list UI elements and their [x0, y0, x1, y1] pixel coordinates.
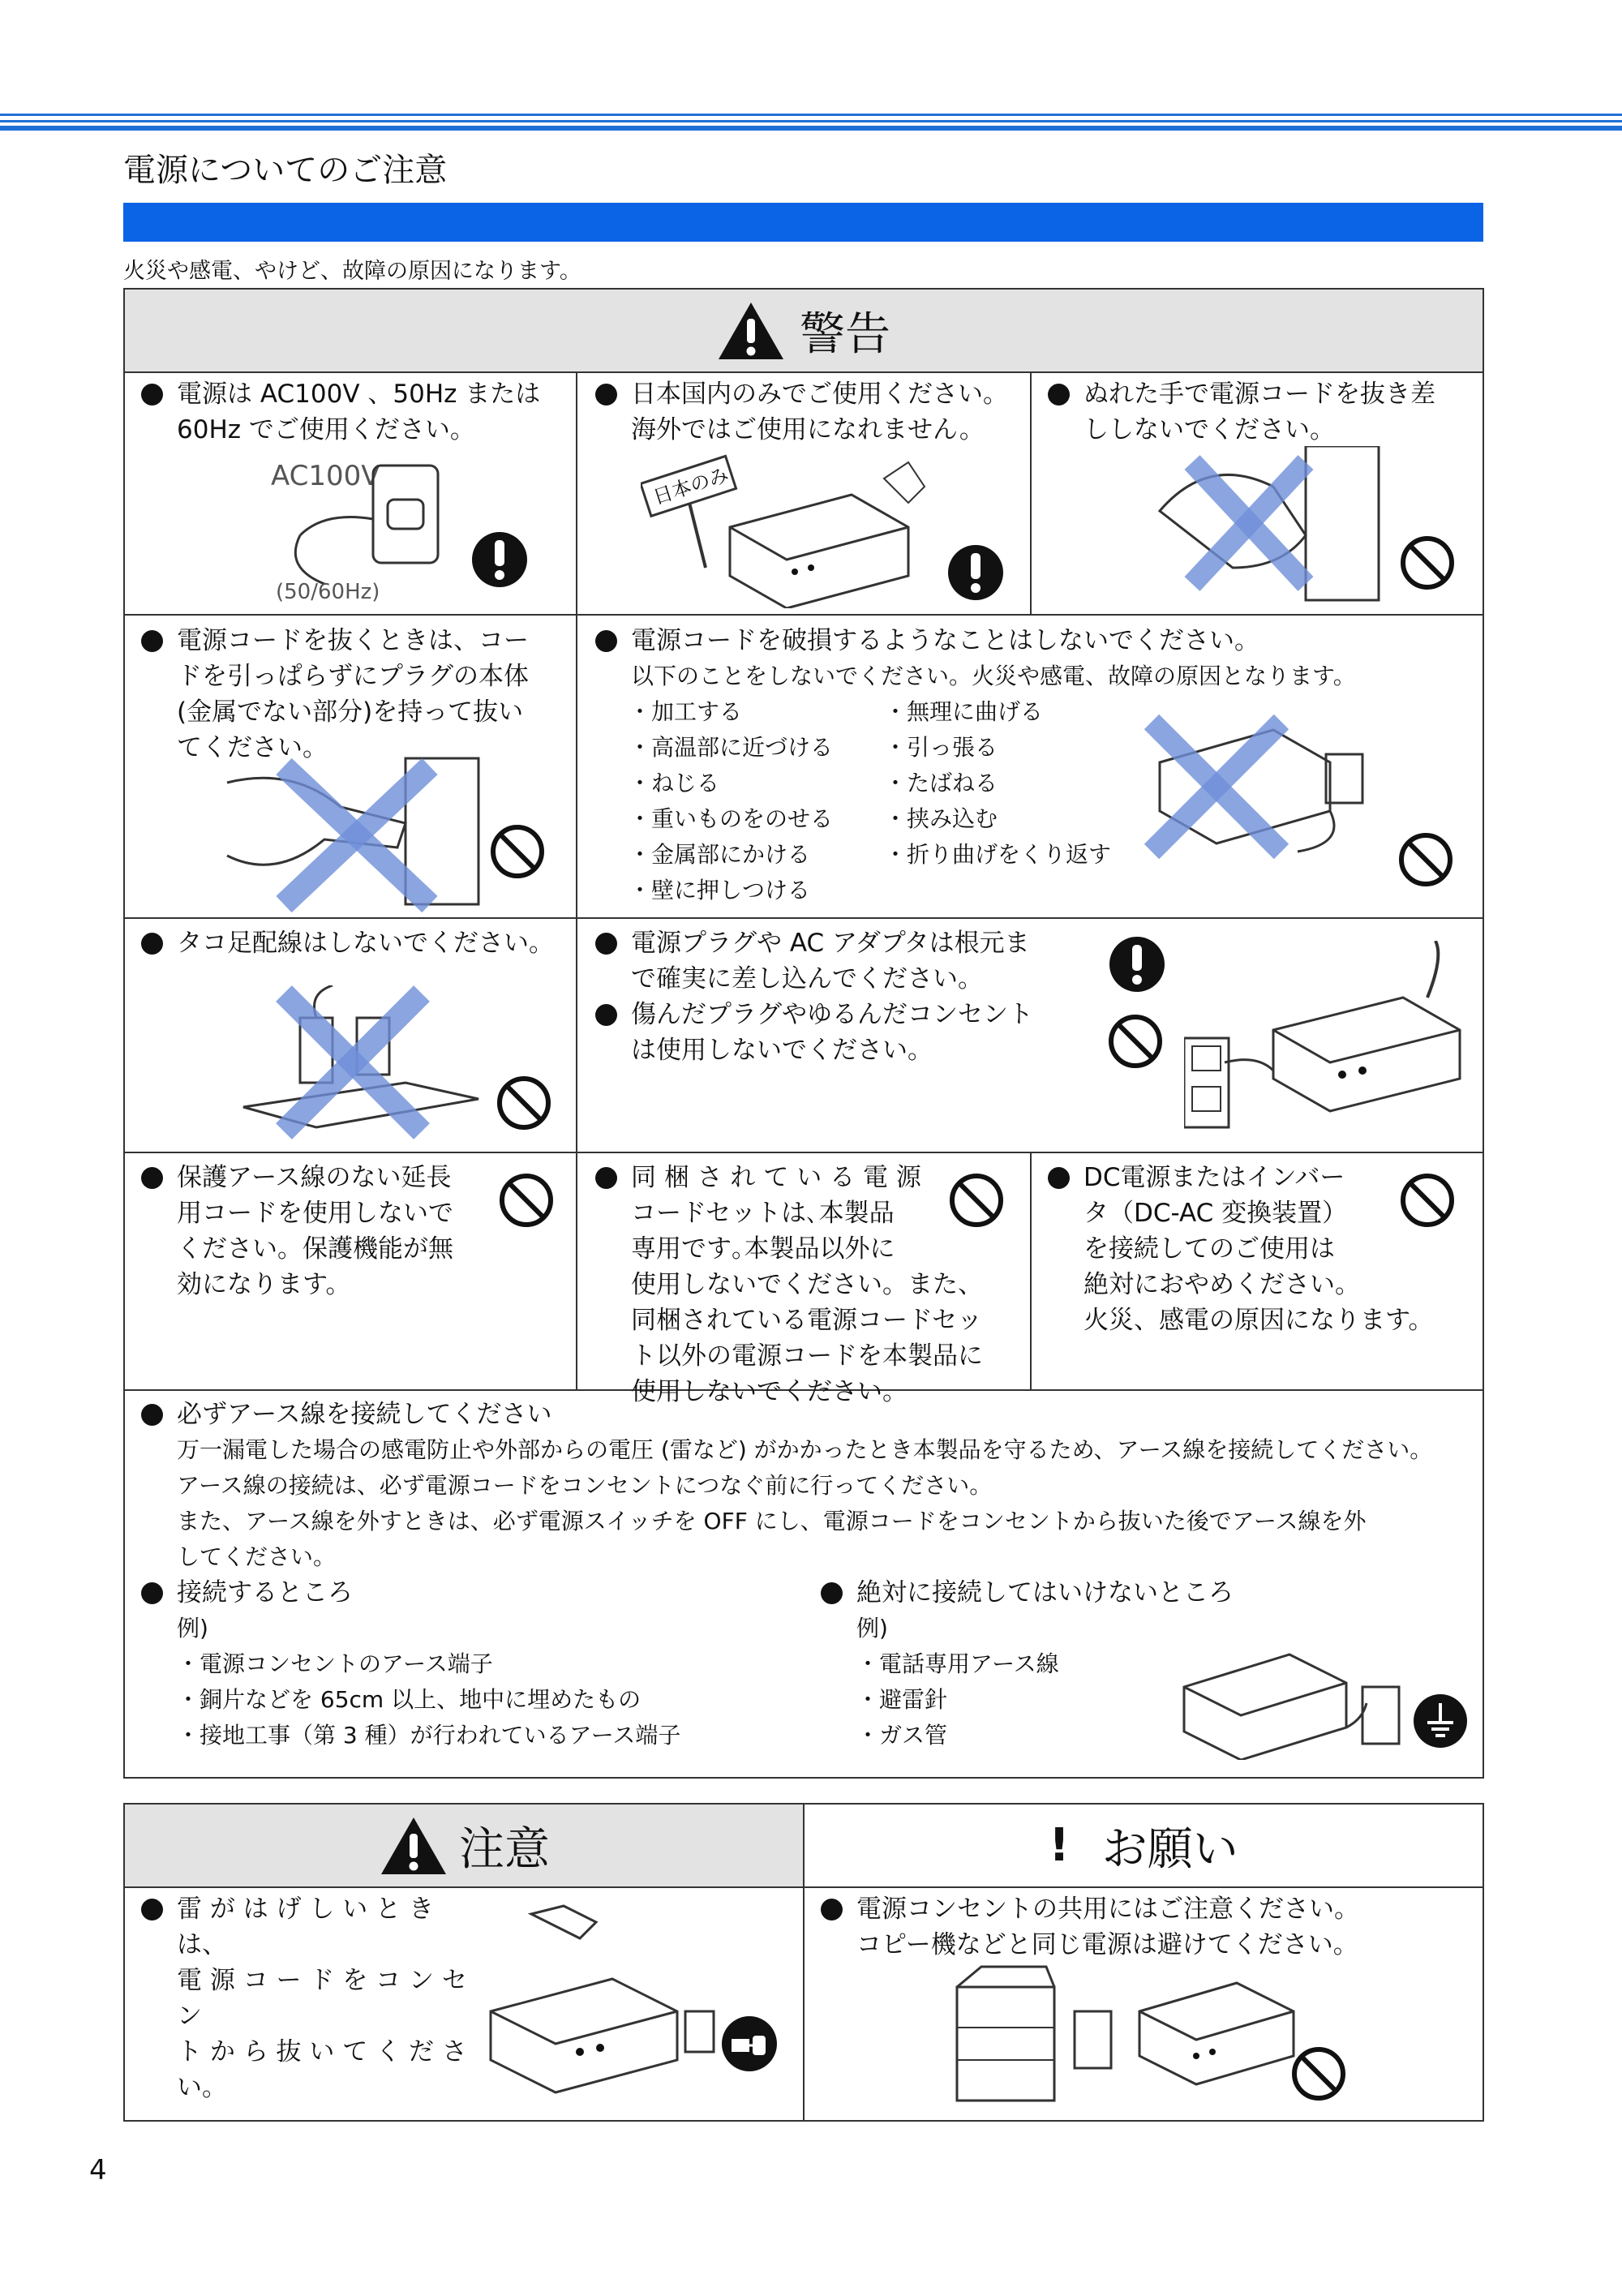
- japan-only-illustration: [641, 454, 949, 612]
- wethands-line1: ぬれた手で電源コードを抜き差: [1046, 376, 1476, 412]
- noground-line2: 用コードを使用しないで: [177, 1199, 453, 1228]
- cord-damage-list-right: [884, 694, 1152, 873]
- list-item: ・無理に曲げる: [884, 698, 1044, 725]
- ground-ng-ex: 例): [856, 1615, 888, 1642]
- bundled-line3: 専用です｡本製品以外に: [631, 1234, 895, 1264]
- page-title: 電源についてのご注意: [123, 152, 448, 189]
- dc-line1: DC電源またはインバー: [1046, 1160, 1476, 1195]
- unplug-line1: 電源コードを抜くときは、コー: [139, 623, 569, 659]
- list-item: ・引っ張る: [884, 734, 998, 761]
- unplug-icon: [720, 2015, 779, 2073]
- cell-japan-only: [594, 376, 1023, 448]
- list-item: ・ガス管: [856, 1722, 948, 1749]
- prohibited-icon-7: [949, 1173, 1004, 1228]
- noground-line4: 効になります。: [177, 1270, 351, 1299]
- warning-header-text: 警告: [800, 307, 890, 361]
- col-divider-r4b: [1030, 1152, 1032, 1389]
- list-item: ・接地工事（第 3 種）が行われているアース端子: [177, 1722, 681, 1749]
- bundled-line1: 同 梱 さ れ て い る 電 源: [594, 1160, 1015, 1195]
- row-divider-1: [123, 614, 1484, 616]
- prohibited-icon: [1400, 535, 1455, 590]
- header-rule-thick: [0, 126, 1622, 131]
- dc-line3: を接続してのご使用は: [1083, 1234, 1335, 1264]
- ground-ng-head: 絶対に接続してはいけないところ: [819, 1575, 1289, 1611]
- bundled-line7: 使用しないでください。: [631, 1377, 908, 1406]
- unplug-line4: てください。: [177, 733, 328, 762]
- cord-damage-head: 電源コードを破損するようなことはしないでください。: [594, 623, 1478, 659]
- dc-line5: 火災、感電の原因になります。: [1083, 1306, 1434, 1335]
- outlet-sharing-illustration: [953, 1963, 1302, 2112]
- list-item: ・電源コンセントのアース端子: [177, 1650, 493, 1677]
- ground-p1: 万一漏電した場合の感電防止や外部からの電圧 (雷など) がかかったとき本製品を守るため、アース線を接続してください。: [177, 1436, 1433, 1463]
- list-item: ・挟み込む: [884, 805, 998, 832]
- lightning-line1: 雷 が は げ し い と き は、: [139, 1891, 480, 1963]
- list-item: ・銅片などを 65cm 以上、地中に埋めたもの: [177, 1686, 642, 1713]
- ground-ok-head: 接続するところ: [139, 1575, 788, 1611]
- ground-p2: アース線の接続は、必ず電源コードをコンセントにつなぐ前に行ってください。: [177, 1472, 993, 1499]
- plug-b1: 傷んだプラグやゆるんだコンセント: [594, 997, 1096, 1032]
- col-divider-r1a: [576, 371, 577, 1389]
- list-item: ・たばねる: [884, 770, 998, 796]
- warning-triangle-icon: [717, 301, 785, 361]
- ac100v-label: AC100V: [271, 460, 380, 492]
- prohibited-icon-2: [490, 824, 545, 879]
- unplug-line3: (金属でない部分)を持って抜い: [177, 697, 524, 727]
- bundled-line5: 同梱されている電源コードセッ: [631, 1306, 983, 1335]
- list-item: ・ねじる: [629, 770, 720, 796]
- cell-outlet-sharing: [819, 1891, 1476, 1963]
- col-divider-r1b: [1030, 371, 1032, 614]
- prohibited-icon-3: [1398, 832, 1453, 887]
- hz-label: (50/60Hz): [276, 580, 380, 604]
- japan-only-sign: 日本のみ: [650, 463, 732, 509]
- cord-damage-illustration: [1144, 714, 1387, 871]
- lightning-line3: ト か ら 抜 い て く だ さ: [177, 2037, 467, 2066]
- wet-hands-illustration: [1144, 446, 1387, 612]
- prohibited-icon-9: [1291, 2046, 1346, 2101]
- cell-ground-wire: [139, 1397, 1478, 1575]
- bundled-line6: ト以外の電源コードを本製品に: [631, 1341, 983, 1371]
- ground-icon: [1413, 1693, 1468, 1749]
- cord-damage-list-left: [629, 694, 888, 908]
- ground-illustration: [1180, 1638, 1407, 1763]
- plug-a1: 電源プラグや AC アダプタは根元ま: [594, 925, 1096, 961]
- prohibited-icon-4: [496, 1075, 551, 1131]
- outlet-line2: コピー機などと同じ電源は避けてください。: [856, 1930, 1358, 1959]
- caution-header-text: 注意: [459, 1822, 550, 1876]
- header-rule-thin: [0, 114, 1622, 116]
- caution-triangle-icon: [380, 1816, 448, 1876]
- list-item: ・重いものをのせる: [629, 805, 834, 832]
- cord-damage-sub: 以下のことをしないでください。火災や感電、故障の原因となります。: [631, 663, 1356, 689]
- lightning-illustration: [483, 1898, 718, 2104]
- lightning-line2: 電 源 コ ー ド を コ ン セ ン: [177, 1966, 467, 2031]
- list-item: ・加工する: [629, 698, 743, 725]
- page-subtitle: 火災や感電、やけど、故障の原因になります。: [123, 259, 581, 284]
- list-item: ・金属部にかける: [629, 841, 811, 868]
- ground-ok-ex: 例): [177, 1615, 208, 1642]
- cell-no-ground-cord: [139, 1160, 496, 1302]
- ground-head: 必ずアース線を接続してください: [139, 1397, 1478, 1432]
- cell-unplug-cord: [139, 623, 569, 766]
- title-band: [123, 203, 1483, 242]
- cell-lightning: [139, 1891, 480, 2105]
- prohibited-icon-8: [1400, 1173, 1455, 1228]
- bundled-line4: 使用しないでください。また、: [631, 1270, 983, 1299]
- list-item: ・電話専用アース線: [856, 1650, 1059, 1677]
- list-item: ・避雷針: [856, 1686, 948, 1713]
- warning-header: [125, 290, 1483, 373]
- list-item: ・壁に押しつける: [629, 877, 811, 903]
- request-header-text: お願い: [1101, 1822, 1238, 1876]
- row-divider-2: [123, 917, 1484, 919]
- japan-line1: 日本国内のみでご使用ください。: [594, 376, 1023, 412]
- mandatory-icon-3: [1108, 935, 1166, 994]
- lightning-line4: い。: [177, 2073, 227, 2102]
- dc-line2: タ（DC-AC 変換装置）: [1083, 1199, 1348, 1228]
- ac100v-line1: 電源は AC100V 、50Hz または: [139, 376, 569, 412]
- plug-a2: で確実に差し込んでください。: [631, 964, 983, 994]
- cell-octopus-wiring: [139, 925, 569, 961]
- cell-plug-insert: [594, 925, 1096, 1068]
- octopus-text: タコ足配線はしないでください。: [139, 925, 569, 961]
- page-number: 4: [89, 2154, 107, 2187]
- cell-cord-damage: [594, 623, 1478, 694]
- noground-line3: ください。保護機能が無: [177, 1234, 453, 1264]
- plug-insert-illustration: [1184, 941, 1476, 1147]
- outlet-line1: 電源コンセントの共用にはご注意ください。: [819, 1891, 1476, 1927]
- noground-line1: 保護アース線のない延長: [139, 1160, 496, 1195]
- unplug-line2: ドを引っぱらずにプラグの本体: [177, 662, 529, 691]
- row-divider-3: [123, 1152, 1484, 1153]
- plug-b2: は使用しないでください。: [631, 1036, 933, 1065]
- octopus-wiring-illustration: [235, 985, 487, 1143]
- unplug-illustration: [219, 750, 487, 916]
- ground-ok-section: [139, 1575, 788, 1753]
- ground-p3b: してください。: [177, 1543, 337, 1570]
- mandatory-icon-2: [946, 543, 1005, 602]
- list-item: ・高温部に近づける: [629, 734, 834, 761]
- prohibited-icon-6: [499, 1173, 554, 1228]
- caution-header: [125, 1805, 805, 1888]
- request-header: [805, 1805, 1483, 1888]
- ground-p3a: また、アース線を外すときは、必ず電源スイッチを OFF にし、電源コードをコンセントから抜いた後でアース線を外: [177, 1508, 1367, 1534]
- ac100v-line2: 60Hz でご使用ください。: [177, 415, 475, 444]
- cell-wet-hands: [1046, 376, 1476, 448]
- dc-line4: 絶対におやめください。: [1083, 1270, 1360, 1299]
- prohibited-icon-5: [1108, 1014, 1163, 1069]
- ac100v-illustration: [268, 454, 446, 612]
- caution-divider: [803, 1803, 805, 2122]
- list-item: ・折り曲げをくり返す: [884, 841, 1112, 868]
- bundled-line2: コードセットは､本製品: [631, 1199, 895, 1228]
- exclamation-icon: !: [1049, 1819, 1070, 1872]
- mandatory-icon: [470, 530, 529, 589]
- header-rule-thin-2: [0, 120, 1622, 122]
- japan-line2: 海外ではご使用になれません。: [631, 415, 985, 444]
- wethands-line2: ししないでください。: [1083, 415, 1335, 444]
- cell-ac100v: [139, 376, 569, 448]
